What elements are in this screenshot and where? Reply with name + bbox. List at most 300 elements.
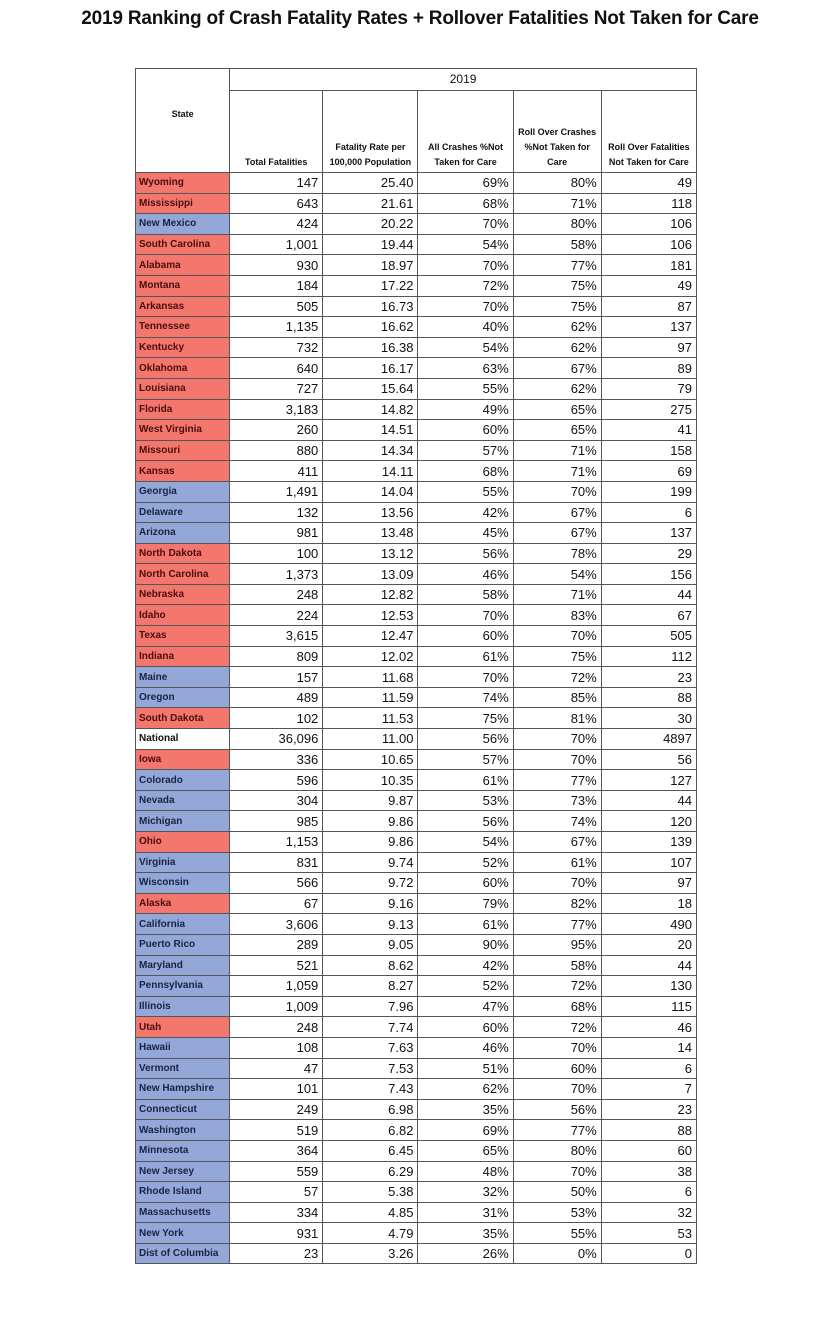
total-fatalities-cell: 1,009: [230, 996, 323, 1017]
rollover-fatalities-cell: 97: [601, 873, 696, 894]
table-row: [136, 1182, 697, 1203]
fatality-rate-cell: 9.05: [323, 934, 418, 955]
table-row: [136, 687, 697, 708]
fatality-rate-cell: 7.43: [323, 1079, 418, 1100]
fatality-rate-cell: 16.38: [323, 337, 418, 358]
all-crashes-pct-cell: 70%: [418, 667, 513, 688]
fatality-rate-cell: 14.82: [323, 399, 418, 420]
rollover-pct-cell: 77%: [513, 255, 601, 276]
table-row: [136, 173, 697, 194]
table-body: [136, 173, 697, 1264]
fatality-rate-cell: 16.17: [323, 358, 418, 379]
state-cell: North Carolina: [136, 564, 230, 585]
fatality-rate-cell: 21.61: [323, 193, 418, 214]
total-fatalities-cell: 424: [230, 214, 323, 235]
rollover-pct-cell: 75%: [513, 646, 601, 667]
state-cell: Iowa: [136, 749, 230, 770]
state-cell: Oklahoma: [136, 358, 230, 379]
year-header: 2019: [230, 69, 697, 91]
table-row: [136, 378, 697, 399]
state-cell: Wyoming: [136, 173, 230, 194]
table-row: [136, 749, 697, 770]
state-cell: Illinois: [136, 996, 230, 1017]
rollover-pct-cell: 70%: [513, 1079, 601, 1100]
table-row: [136, 1120, 697, 1141]
total-fatalities-cell: 985: [230, 811, 323, 832]
table-row: [136, 955, 697, 976]
rollover-fatalities-cell: 69: [601, 461, 696, 482]
rollover-pct-cell: 73%: [513, 790, 601, 811]
state-cell: Oregon: [136, 687, 230, 708]
rollover-pct-cell: 53%: [513, 1202, 601, 1223]
rollover-pct-cell: 67%: [513, 502, 601, 523]
table-row: [136, 811, 697, 832]
all-crashes-pct-cell: 32%: [418, 1182, 513, 1203]
state-cell: Rhode Island: [136, 1182, 230, 1203]
total-fatalities-cell: 23: [230, 1243, 323, 1264]
table-row: [136, 193, 697, 214]
all-crashes-pct-cell: 47%: [418, 996, 513, 1017]
rollover-pct-cell: 72%: [513, 1017, 601, 1038]
fatality-rate-cell: 9.13: [323, 914, 418, 935]
fatality-rate-cell: 12.02: [323, 646, 418, 667]
table-row: [136, 976, 697, 997]
fatality-rate-cell: 11.00: [323, 729, 418, 750]
all-crashes-pct-cell: 61%: [418, 770, 513, 791]
rollover-fatalities-cell: 44: [601, 790, 696, 811]
rollover-pct-cell: 65%: [513, 420, 601, 441]
rollover-pct-cell: 54%: [513, 564, 601, 585]
all-crashes-pct-cell: 52%: [418, 852, 513, 873]
total-fatalities-cell: 67: [230, 893, 323, 914]
total-fatalities-cell: 880: [230, 440, 323, 461]
rollover-pct-cell: 71%: [513, 193, 601, 214]
rollover-pct-cell: 71%: [513, 461, 601, 482]
table-row: [136, 934, 697, 955]
state-cell: Indiana: [136, 646, 230, 667]
fatality-rate-cell: 8.27: [323, 976, 418, 997]
rollover-fatalities-cell: 275: [601, 399, 696, 420]
table-row: [136, 275, 697, 296]
fatality-rate-cell: 9.16: [323, 893, 418, 914]
fatality-rate-cell: 13.56: [323, 502, 418, 523]
all-crashes-pct-cell: 65%: [418, 1140, 513, 1161]
state-cell: Utah: [136, 1017, 230, 1038]
total-fatalities-cell: 411: [230, 461, 323, 482]
rollover-pct-cell: 70%: [513, 481, 601, 502]
total-fatalities-cell: 489: [230, 687, 323, 708]
total-fatalities-cell: 505: [230, 296, 323, 317]
all-crashes-pct-cell: 51%: [418, 1058, 513, 1079]
total-fatalities-cell: 1,153: [230, 832, 323, 853]
total-fatalities-cell: 1,373: [230, 564, 323, 585]
rollover-fatalities-cell: 67: [601, 605, 696, 626]
fatality-rate-cell: 12.53: [323, 605, 418, 626]
fatality-rate-cell: 13.12: [323, 543, 418, 564]
total-fatalities-header: Total Fatalities: [230, 91, 323, 173]
all-crashes-pct-cell: 54%: [418, 234, 513, 255]
fatality-rate-cell: 16.73: [323, 296, 418, 317]
table-row: [136, 420, 697, 441]
fatality-rate-cell: 6.82: [323, 1120, 418, 1141]
table-row: [136, 708, 697, 729]
table-row: [136, 1079, 697, 1100]
state-cell: Louisiana: [136, 378, 230, 399]
table-row: [136, 1243, 697, 1264]
table-row: [136, 626, 697, 647]
rollover-pct-cell: 62%: [513, 337, 601, 358]
rollover-pct-cell: 71%: [513, 584, 601, 605]
rollover-fatalities-cell: 106: [601, 234, 696, 255]
all-crashes-pct-cell: 60%: [418, 626, 513, 647]
rollover-pct-cell: 61%: [513, 852, 601, 873]
total-fatalities-cell: 248: [230, 584, 323, 605]
total-fatalities-cell: 732: [230, 337, 323, 358]
table-row: [136, 832, 697, 853]
table-row: [136, 1161, 697, 1182]
state-cell: Pennsylvania: [136, 976, 230, 997]
table-row: [136, 770, 697, 791]
fatality-rate-cell: 7.96: [323, 996, 418, 1017]
rollover-fatalities-cell: 87: [601, 296, 696, 317]
rollover-fatalities-cell: 158: [601, 440, 696, 461]
rollover-fatalities-cell: 139: [601, 832, 696, 853]
state-cell: Nevada: [136, 790, 230, 811]
all-crashes-pct-cell: 57%: [418, 440, 513, 461]
total-fatalities-cell: 157: [230, 667, 323, 688]
fatality-ranking-table: [135, 68, 697, 1264]
fatality-rate-cell: 19.44: [323, 234, 418, 255]
table-row: [136, 893, 697, 914]
rollover-pct-cell: 82%: [513, 893, 601, 914]
total-fatalities-cell: 1,135: [230, 317, 323, 338]
all-crashes-pct-cell: 68%: [418, 193, 513, 214]
rollover-fatalities-cell: 6: [601, 502, 696, 523]
all-crashes-pct-cell: 72%: [418, 275, 513, 296]
total-fatalities-cell: 1,059: [230, 976, 323, 997]
rollover-fatalities-cell: 7: [601, 1079, 696, 1100]
table-row: [136, 996, 697, 1017]
rollover-fatalities-cell: 89: [601, 358, 696, 379]
total-fatalities-cell: 184: [230, 275, 323, 296]
total-fatalities-cell: 47: [230, 1058, 323, 1079]
fatality-rate-cell: 14.51: [323, 420, 418, 441]
rollover-fatalities-cell: 14: [601, 1037, 696, 1058]
all-crashes-pct-cell: 56%: [418, 543, 513, 564]
fatality-rate-cell: 9.86: [323, 811, 418, 832]
state-cell: Florida: [136, 399, 230, 420]
state-cell: Minnesota: [136, 1140, 230, 1161]
fatality-rate-cell: 8.62: [323, 955, 418, 976]
rollover-fatalities-cell: 115: [601, 996, 696, 1017]
fatality-rate-cell: 12.82: [323, 584, 418, 605]
all-crashes-pct-cell: 61%: [418, 914, 513, 935]
rollover-fatalities-cell: 44: [601, 584, 696, 605]
state-cell: Kentucky: [136, 337, 230, 358]
fatality-rate-cell: 12.47: [323, 626, 418, 647]
total-fatalities-cell: 981: [230, 523, 323, 544]
rollover-pct-cell: 67%: [513, 358, 601, 379]
all-crashes-pct-cell: 55%: [418, 378, 513, 399]
rollover-fatalities-cell: 88: [601, 687, 696, 708]
fatality-rate-cell: 13.09: [323, 564, 418, 585]
fatality-rate-cell: 16.62: [323, 317, 418, 338]
state-cell: North Dakota: [136, 543, 230, 564]
table-row: [136, 852, 697, 873]
state-cell: New York: [136, 1223, 230, 1244]
rollover-pct-cell: 58%: [513, 955, 601, 976]
rollover-pct-cell: 60%: [513, 1058, 601, 1079]
rollover-pct-cell: 80%: [513, 173, 601, 194]
state-cell: Maryland: [136, 955, 230, 976]
total-fatalities-cell: 566: [230, 873, 323, 894]
fatality-rate-cell: 14.11: [323, 461, 418, 482]
rollover-fatalities-cell: 112: [601, 646, 696, 667]
rollover-fatalities-cell: 49: [601, 275, 696, 296]
state-cell: Mississippi: [136, 193, 230, 214]
total-fatalities-cell: 108: [230, 1037, 323, 1058]
total-fatalities-cell: 643: [230, 193, 323, 214]
all-crashes-pct-cell: 35%: [418, 1223, 513, 1244]
total-fatalities-cell: 336: [230, 749, 323, 770]
total-fatalities-cell: 1,491: [230, 481, 323, 502]
rollover-pct-cell: 62%: [513, 378, 601, 399]
total-fatalities-cell: 132: [230, 502, 323, 523]
state-cell: Arizona: [136, 523, 230, 544]
table-row: [136, 1223, 697, 1244]
rollover-fatalities-cell: 490: [601, 914, 696, 935]
total-fatalities-cell: 102: [230, 708, 323, 729]
state-cell: Puerto Rico: [136, 934, 230, 955]
state-column-header: State: [136, 69, 230, 173]
total-fatalities-cell: 224: [230, 605, 323, 626]
total-fatalities-cell: 1,001: [230, 234, 323, 255]
table-row: [136, 543, 697, 564]
state-cell: New Hampshire: [136, 1079, 230, 1100]
all-crashes-pct-cell: 52%: [418, 976, 513, 997]
all-crashes-pct-cell: 35%: [418, 1099, 513, 1120]
rollover-pct-cell: 81%: [513, 708, 601, 729]
rollover-fatalities-cell: 53: [601, 1223, 696, 1244]
rollover-pct-cell: 77%: [513, 770, 601, 791]
rollover-pct-cell: 77%: [513, 1120, 601, 1141]
state-cell: Georgia: [136, 481, 230, 502]
rollover-pct-cell: 80%: [513, 214, 601, 235]
rollover-fatalities-cell: 181: [601, 255, 696, 276]
fatality-rate-cell: 11.53: [323, 708, 418, 729]
table-row: [136, 729, 697, 750]
rollover-fatalities-cell: 41: [601, 420, 696, 441]
state-cell: Montana: [136, 275, 230, 296]
rollover-fatalities-cell: 137: [601, 317, 696, 338]
all-crashes-pct-cell: 31%: [418, 1202, 513, 1223]
table-row: [136, 399, 697, 420]
fatality-rate-cell: 6.98: [323, 1099, 418, 1120]
all-crashes-pct-cell: 46%: [418, 1037, 513, 1058]
table-row: [136, 481, 697, 502]
rollover-pct-cell: 71%: [513, 440, 601, 461]
table-row: [136, 1058, 697, 1079]
all-crashes-pct-cell: 62%: [418, 1079, 513, 1100]
fatality-rate-cell: 14.04: [323, 481, 418, 502]
state-cell: Virginia: [136, 852, 230, 873]
rollover-fatalities-cell: 137: [601, 523, 696, 544]
all-crashes-pct-cell: 70%: [418, 605, 513, 626]
total-fatalities-cell: 57: [230, 1182, 323, 1203]
table-row: [136, 502, 697, 523]
total-fatalities-cell: 3,606: [230, 914, 323, 935]
table-row: [136, 914, 697, 935]
table-row: [136, 440, 697, 461]
fatality-rate-cell: 4.79: [323, 1223, 418, 1244]
all-crashes-pct-cell: 54%: [418, 832, 513, 853]
all-crashes-pct-cell: 53%: [418, 790, 513, 811]
state-cell: Delaware: [136, 502, 230, 523]
page-title: 2019 Ranking of Crash Fatality Rates + Rollover Fatalities Not Taken for Care: [81, 8, 759, 29]
table-row: [136, 523, 697, 544]
fatality-rate-cell: 6.45: [323, 1140, 418, 1161]
total-fatalities-cell: 3,183: [230, 399, 323, 420]
table-row: [136, 358, 697, 379]
all-crashes-pct-cell: 70%: [418, 296, 513, 317]
rollover-fatalities-cell: 6: [601, 1182, 696, 1203]
state-cell: Idaho: [136, 605, 230, 626]
rollover-pct-cell: 85%: [513, 687, 601, 708]
state-cell: Wisconsin: [136, 873, 230, 894]
state-cell: New Jersey: [136, 1161, 230, 1182]
rollover-fatalities-cell: 29: [601, 543, 696, 564]
state-cell: South Carolina: [136, 234, 230, 255]
state-cell: Dist of Columbia: [136, 1243, 230, 1264]
rollover-pct-cell: 78%: [513, 543, 601, 564]
table-row: [136, 461, 697, 482]
rollover-fatalities-cell: 505: [601, 626, 696, 647]
state-cell: Hawaii: [136, 1037, 230, 1058]
state-cell: Missouri: [136, 440, 230, 461]
state-cell: New Mexico: [136, 214, 230, 235]
state-cell: Michigan: [136, 811, 230, 832]
state-cell: Ohio: [136, 832, 230, 853]
table-row: [136, 605, 697, 626]
fatality-rate-cell: 11.68: [323, 667, 418, 688]
all-crashes-pct-cell: 60%: [418, 420, 513, 441]
total-fatalities-cell: 559: [230, 1161, 323, 1182]
rollover-pct-cell: 67%: [513, 523, 601, 544]
rollover-pct-cell: 80%: [513, 1140, 601, 1161]
total-fatalities-cell: 260: [230, 420, 323, 441]
all-crashes-pct-cell: 75%: [418, 708, 513, 729]
all-crashes-pct-cell: 56%: [418, 729, 513, 750]
fatality-rate-cell: 6.29: [323, 1161, 418, 1182]
rollover-pct-cell: 75%: [513, 296, 601, 317]
rollover-pct-cell: 95%: [513, 934, 601, 955]
fatality-rate-cell: 9.72: [323, 873, 418, 894]
all-crashes-pct-header: All Crashes %Not Taken for Care: [418, 91, 513, 173]
all-crashes-pct-cell: 26%: [418, 1243, 513, 1264]
all-crashes-pct-cell: 79%: [418, 893, 513, 914]
all-crashes-pct-cell: 42%: [418, 955, 513, 976]
state-cell: Alabama: [136, 255, 230, 276]
rollover-fatalities-cell: 23: [601, 1099, 696, 1120]
state-cell: West Virginia: [136, 420, 230, 441]
total-fatalities-cell: 727: [230, 378, 323, 399]
fatality-rate-cell: 10.65: [323, 749, 418, 770]
state-cell: Arkansas: [136, 296, 230, 317]
rollover-fatalities-cell: 120: [601, 811, 696, 832]
rollover-pct-cell: 50%: [513, 1182, 601, 1203]
rollover-pct-cell: 77%: [513, 914, 601, 935]
rollover-pct-cell: 56%: [513, 1099, 601, 1120]
table-row: [136, 1140, 697, 1161]
rollover-pct-header: Roll Over Crashes %Not Taken for Care: [513, 91, 601, 173]
all-crashes-pct-cell: 48%: [418, 1161, 513, 1182]
rollover-pct-cell: 70%: [513, 873, 601, 894]
rollover-pct-cell: 62%: [513, 317, 601, 338]
rollover-fatalities-cell: 18: [601, 893, 696, 914]
state-cell: California: [136, 914, 230, 935]
all-crashes-pct-cell: 40%: [418, 317, 513, 338]
all-crashes-pct-cell: 56%: [418, 811, 513, 832]
table-row: [136, 255, 697, 276]
rollover-fatalities-cell: 130: [601, 976, 696, 997]
all-crashes-pct-cell: 58%: [418, 584, 513, 605]
rollover-pct-cell: 70%: [513, 1161, 601, 1182]
all-crashes-pct-cell: 42%: [418, 502, 513, 523]
state-cell: Massachusetts: [136, 1202, 230, 1223]
rollover-pct-cell: 65%: [513, 399, 601, 420]
rollover-pct-cell: 70%: [513, 749, 601, 770]
fatality-rate-cell: 20.22: [323, 214, 418, 235]
rollover-fatalities-cell: 199: [601, 481, 696, 502]
state-cell: Washington: [136, 1120, 230, 1141]
all-crashes-pct-cell: 70%: [418, 255, 513, 276]
table-row: [136, 1202, 697, 1223]
state-cell: Maine: [136, 667, 230, 688]
total-fatalities-cell: 831: [230, 852, 323, 873]
total-fatalities-cell: 147: [230, 173, 323, 194]
fatality-rate-cell: 18.97: [323, 255, 418, 276]
all-crashes-pct-cell: 90%: [418, 934, 513, 955]
all-crashes-pct-cell: 54%: [418, 337, 513, 358]
total-fatalities-cell: 930: [230, 255, 323, 276]
all-crashes-pct-cell: 69%: [418, 1120, 513, 1141]
all-crashes-pct-cell: 61%: [418, 646, 513, 667]
rollover-fatalities-cell: 97: [601, 337, 696, 358]
fatality-rate-cell: 9.86: [323, 832, 418, 853]
rollover-fatalities-cell: 46: [601, 1017, 696, 1038]
state-cell: Kansas: [136, 461, 230, 482]
all-crashes-pct-cell: 68%: [418, 461, 513, 482]
rollover-fatalities-cell: 60: [601, 1140, 696, 1161]
fatality-rate-cell: 17.22: [323, 275, 418, 296]
rollover-pct-cell: 55%: [513, 1223, 601, 1244]
table-row: [136, 214, 697, 235]
rollover-pct-cell: 70%: [513, 626, 601, 647]
total-fatalities-cell: 36,096: [230, 729, 323, 750]
all-crashes-pct-cell: 60%: [418, 873, 513, 894]
state-cell: Colorado: [136, 770, 230, 791]
total-fatalities-cell: 101: [230, 1079, 323, 1100]
fatality-rate-cell: 25.40: [323, 173, 418, 194]
table-row: [136, 646, 697, 667]
fatality-rate-cell: 11.59: [323, 687, 418, 708]
table-row: [136, 337, 697, 358]
rollover-pct-cell: 75%: [513, 275, 601, 296]
table-row: [136, 296, 697, 317]
total-fatalities-cell: 931: [230, 1223, 323, 1244]
state-cell: Vermont: [136, 1058, 230, 1079]
total-fatalities-cell: 809: [230, 646, 323, 667]
